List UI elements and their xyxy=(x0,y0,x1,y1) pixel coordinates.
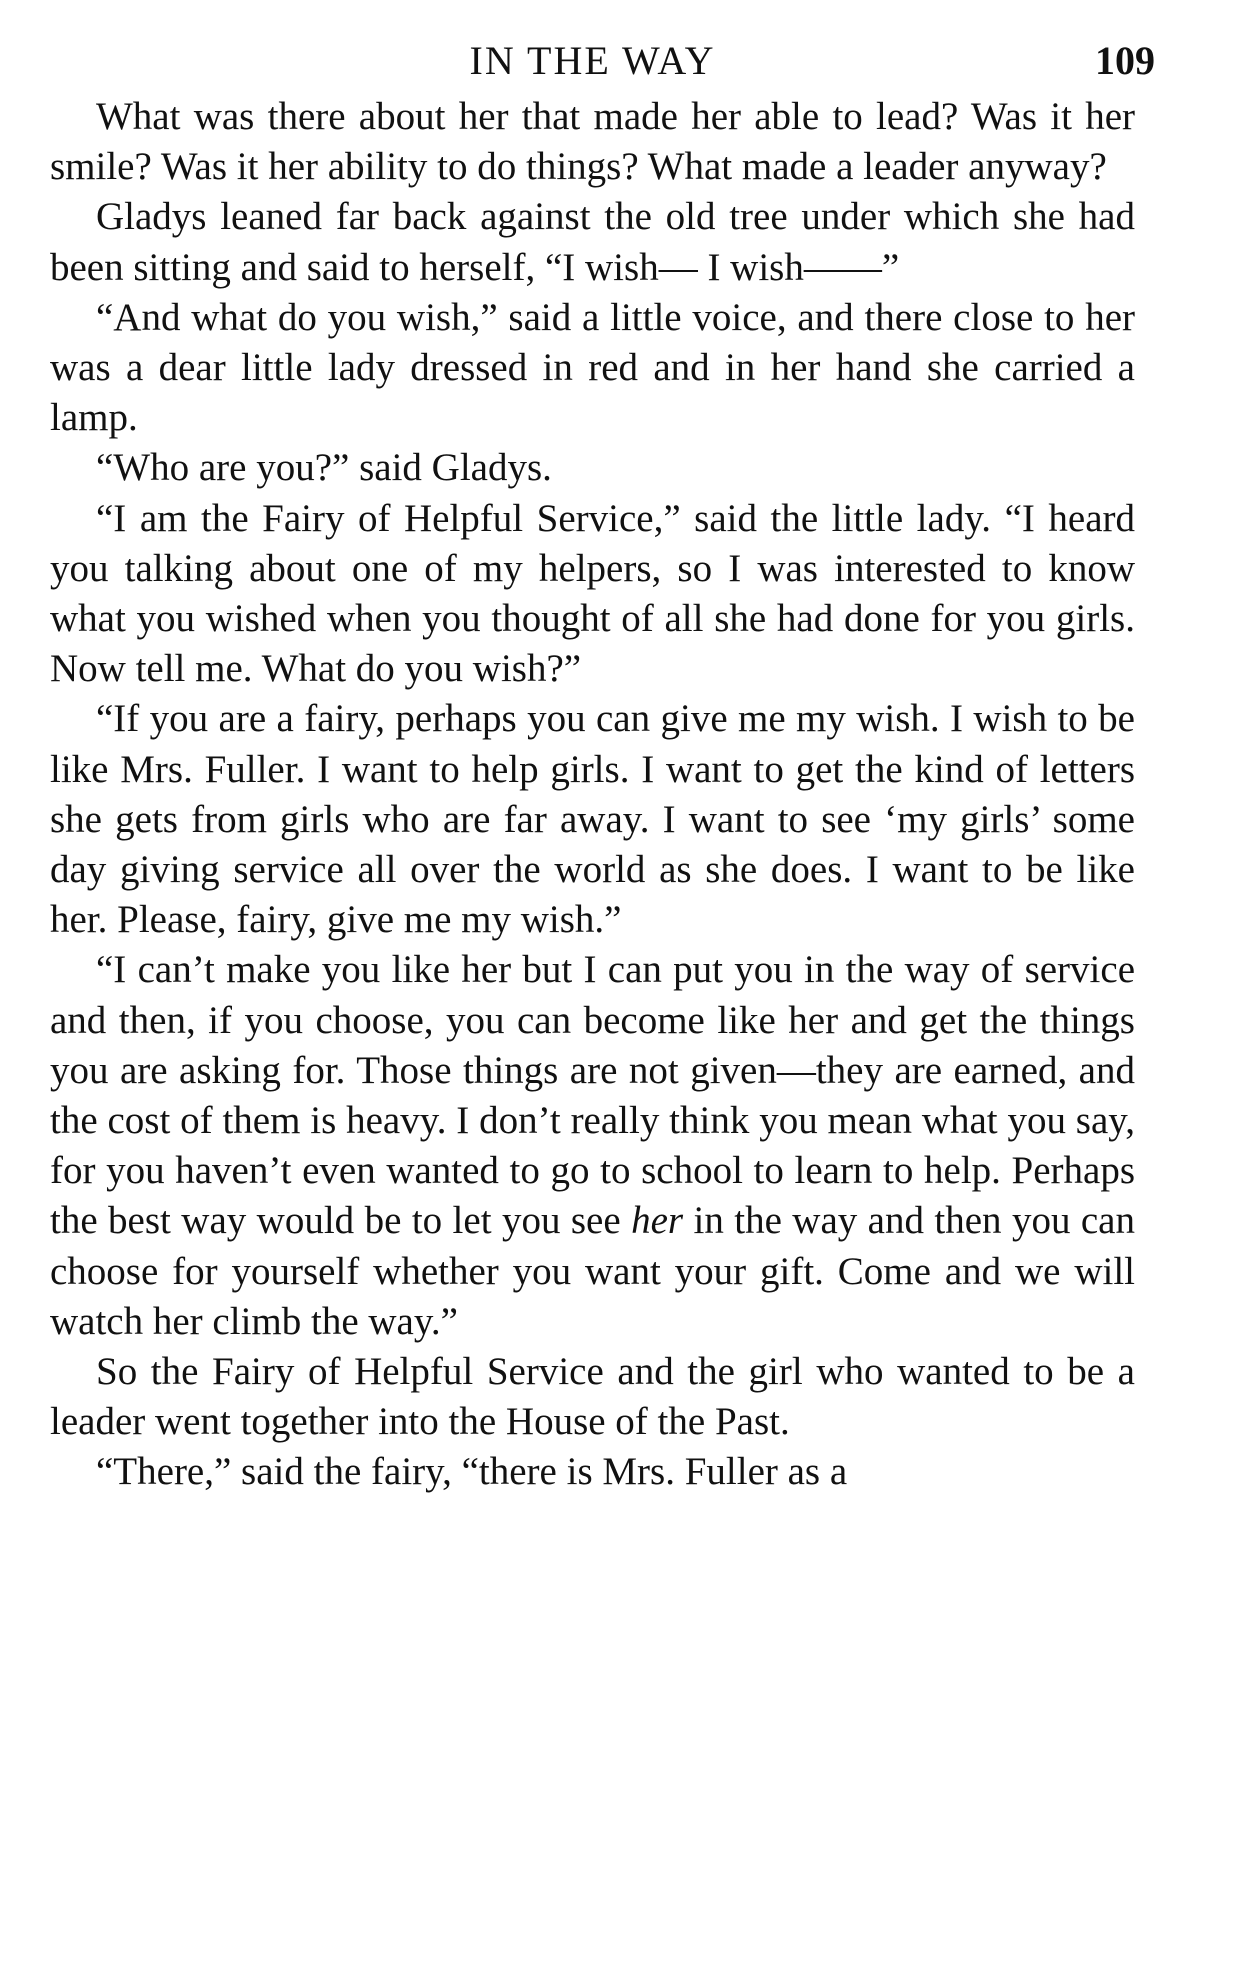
page-body xyxy=(50,92,1135,1498)
paragraph xyxy=(50,945,1135,1347)
paragraph: Gladys leaned far back against the old tree under which she had been sitting and said to herself, “I wish— I wish——” xyxy=(50,195,1135,289)
page-header xyxy=(50,30,1155,92)
italic-word: her xyxy=(631,1199,684,1243)
page-number: 109 xyxy=(1095,38,1155,83)
paragraph: So the Fairy of Helpful Service and the girl who wanted to be a leader went together into the House of the Past. xyxy=(50,1350,1135,1444)
paragraph: “There,” said the fairy, “there is Mrs. Fuller as a xyxy=(96,1450,848,1494)
paragraph: “And what do you wish,” said a little voice, and there close to her was a dear little lady dressed in red and in her hand she carried a lamp. xyxy=(50,295,1135,440)
paragraph: “If you are a fairy, perhaps you can give me my wish. I wish to be like Mrs. Fuller. I want to help girls. I want to get the kind of letters she gets from girls who are far away. I want to see ‘my girls’ some day giving service all over the world as she does. I want to be like her. Please, fairy, give me my wish.” xyxy=(50,697,1135,942)
paragraph-text: “I can’t make you like her but I can put you in the way of service and then, if you choose, you can become like her and get the things you are asking for. Those things are not given—they are earned, and the cost of them is heavy. I don’t really think you mean what you say, for you haven’t even wanted to go to school to learn to help. Perhaps the best way would be to let you see xyxy=(50,948,1135,1243)
paragraph: What was there about her that made her able to lead? Was it her smile? Was it her ability to do things? What made a leader anyway? xyxy=(50,95,1135,189)
running-head: IN THE WAY xyxy=(469,38,716,83)
paragraph: “Who are you?” said Gladys. xyxy=(96,446,552,490)
paragraph-text: in the way and then you can choose for yourself whether you want your gift. Come and we will watch her climb the way.” xyxy=(50,1199,1135,1343)
book-page xyxy=(50,30,1155,1498)
paragraph: “I am the Fairy of Helpful Service,” said the little lady. “I heard you talking about one of my helpers, so I was interested to know what you wished when you thought of all she had done for you girls. Now tell me. What do you wish?” xyxy=(50,496,1135,691)
